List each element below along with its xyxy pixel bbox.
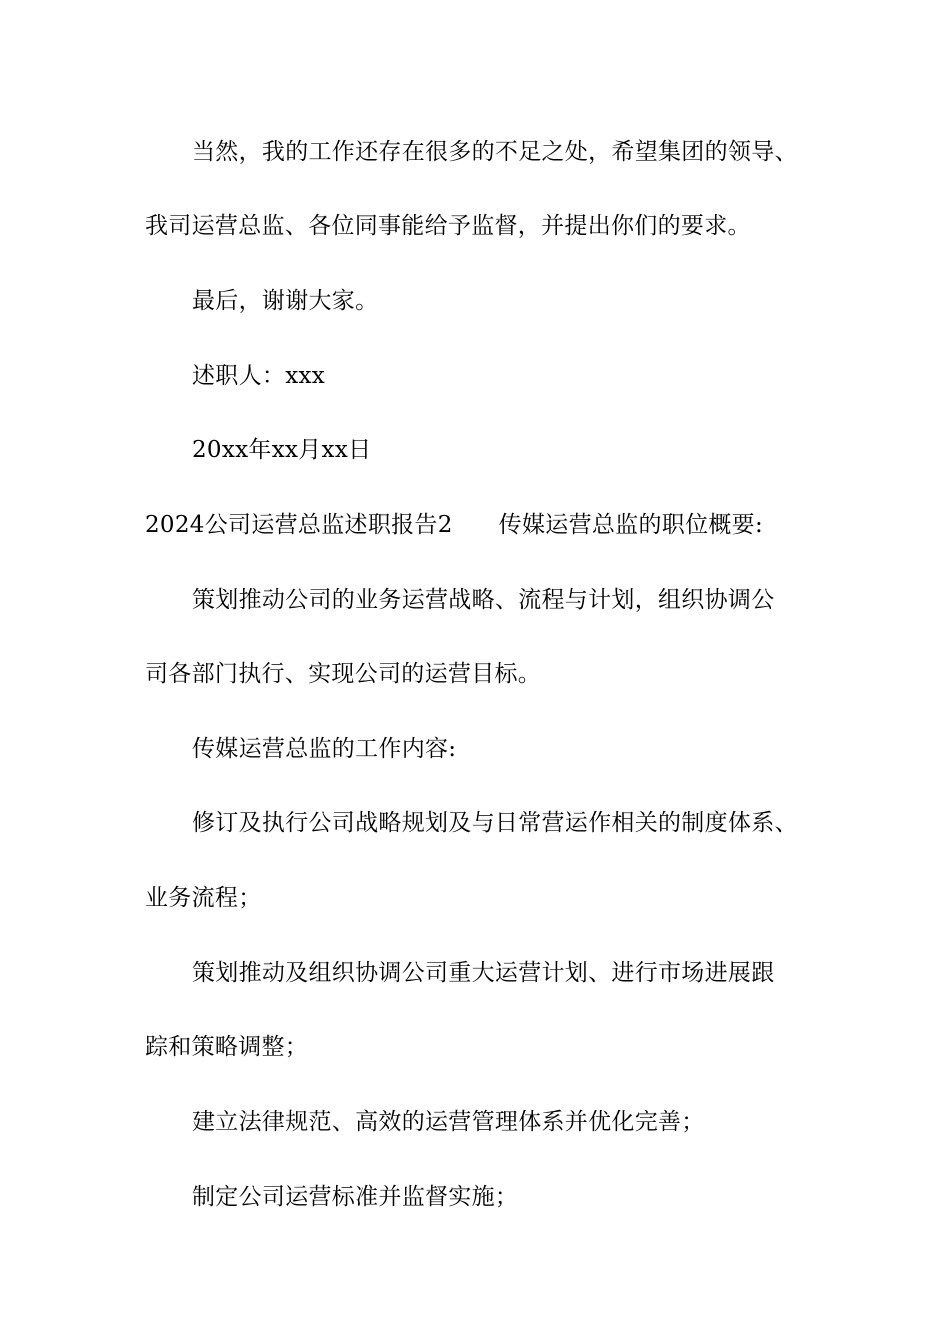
paragraph-line: 司各部门执行、实现公司的运营目标。 (145, 661, 542, 687)
section-heading-line (145, 510, 763, 540)
paragraph-line: 踪和策略调整； (145, 1034, 309, 1060)
paragraph-line: 最后，谢谢大家。 (192, 288, 379, 314)
paragraph-line: 当然，我的工作还存在很多的不足之处，希望集团的领导、 (192, 139, 798, 165)
paragraph-line: 传媒运营总监的工作内容: (192, 736, 457, 762)
paragraph-line: 制定公司运营标准并监督实施； (192, 1184, 519, 1210)
paragraph-line: 建立法律规范、高效的运营管理体系并优化完善； (192, 1109, 705, 1135)
date-line: 20xx年xx月xx日 (192, 437, 372, 463)
signature-line: 述职人：xxx (192, 363, 326, 389)
paragraph-line: 修订及执行公司战略规划及与日常营运作相关的制度体系、 (192, 810, 798, 836)
paragraph-line: 策划推动公司的业务运营战略、流程与计划，组织协调公 (192, 587, 775, 613)
section-subtitle: 传媒运营总监的职位概要: (498, 512, 764, 538)
paragraph-line: 业务流程； (145, 885, 262, 911)
section-title: 2024公司运营总监述职报告2 (145, 512, 453, 538)
paragraph-line: 我司运营总监、各位同事能给予监督，并提出你们的要求。 (145, 213, 751, 239)
paragraph-line: 策划推动及组织协调公司重大运营计划、进行市场进展跟 (192, 960, 775, 986)
